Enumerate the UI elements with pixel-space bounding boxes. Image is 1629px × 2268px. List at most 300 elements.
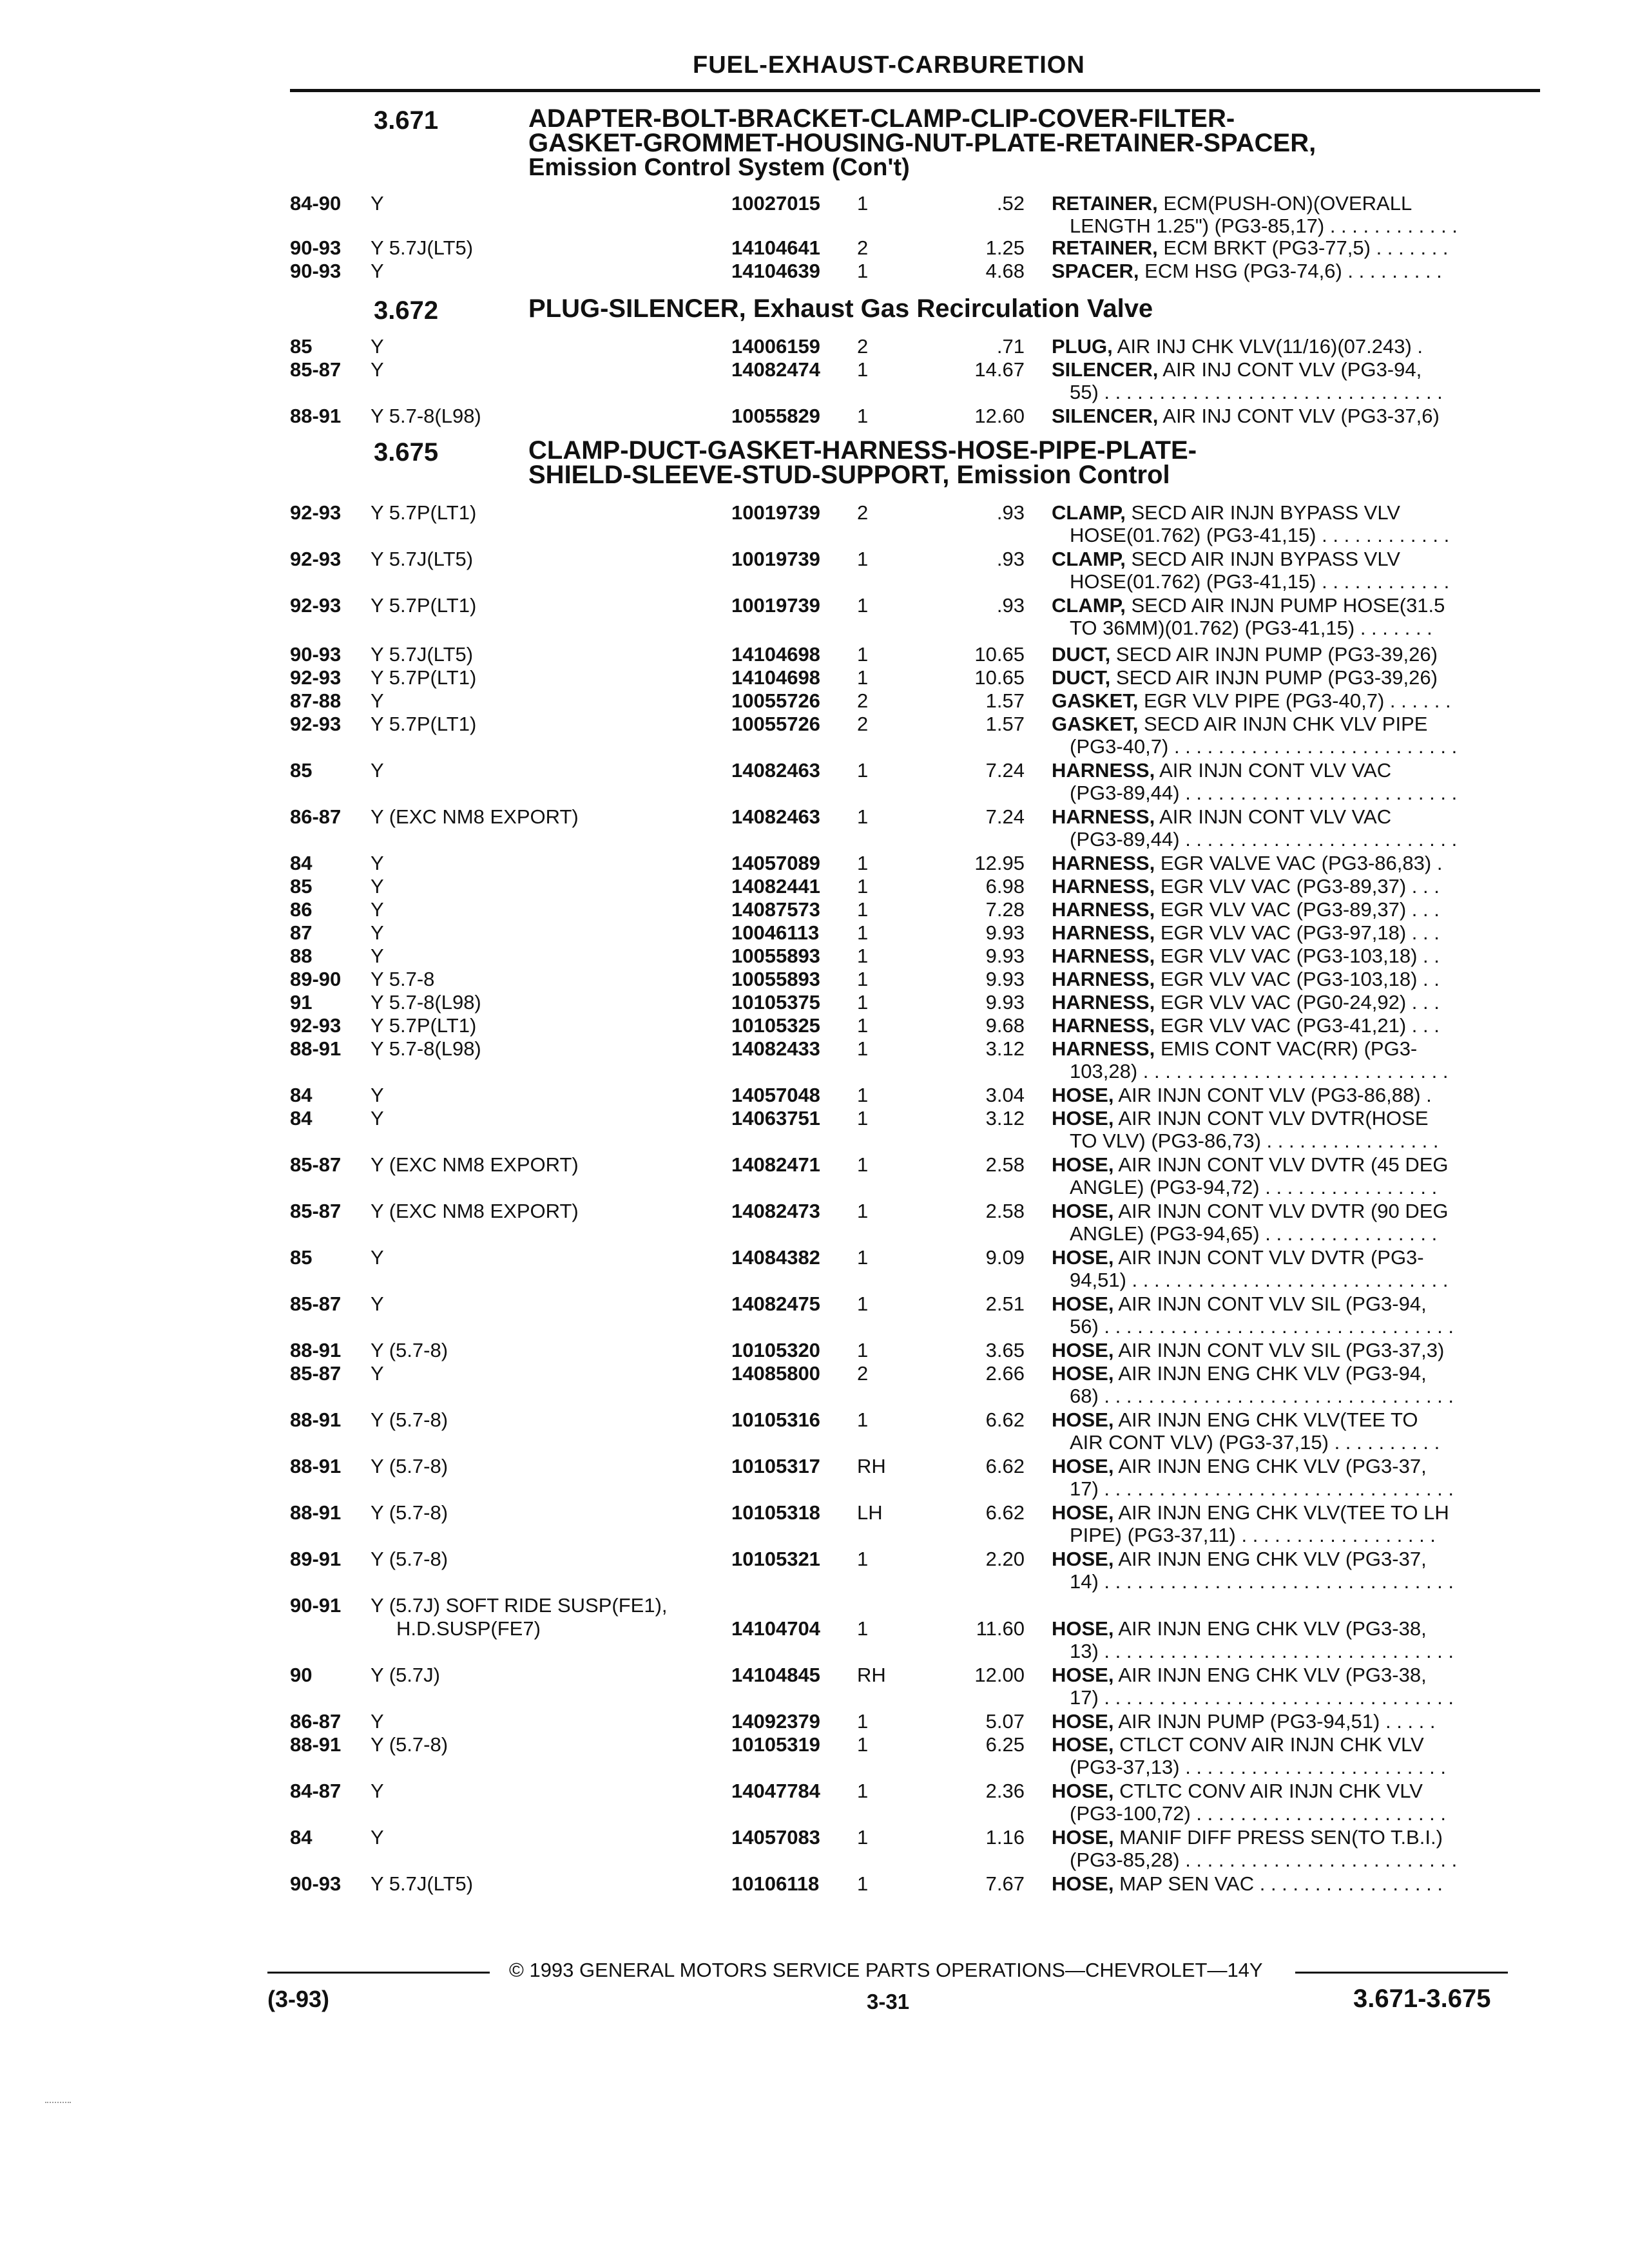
row-part-name: HARNESS, <box>1052 1037 1155 1060</box>
row-description <box>1052 689 1516 712</box>
row-application <box>371 405 718 427</box>
row-part-name: HARNESS, <box>1052 875 1155 898</box>
row-price: 9.93 <box>985 968 1025 990</box>
row-quantity: 2 <box>857 236 869 259</box>
row-price: 1.16 <box>985 1826 1025 1849</box>
row-part-name: HOSE, <box>1052 1153 1114 1176</box>
row-description <box>1052 1246 1516 1291</box>
row-years: 92-93 <box>290 594 342 617</box>
row-quantity: 1 <box>857 405 869 427</box>
row-part-number: 14104639 <box>731 260 820 282</box>
row-application <box>371 1408 718 1431</box>
row-price: 9.93 <box>985 991 1025 1014</box>
row-years: 84-90 <box>290 192 342 215</box>
row-quantity: 1 <box>857 643 869 666</box>
row-quantity: 1 <box>857 1084 869 1106</box>
row-part-number: 10105325 <box>731 1014 820 1037</box>
row-description-line: 103,28) . . . . . . . . . . . . . . . . . . . . . . . . . . . . <box>1070 1060 1449 1082</box>
row-description-line: 17) . . . . . . . . . . . . . . . . . . . . . . . . . . . . . . . . <box>1070 1477 1454 1500</box>
row-description <box>1052 1780 1516 1825</box>
row-price: 9.09 <box>985 1246 1025 1269</box>
row-quantity: 2 <box>857 713 869 735</box>
row-quantity: 1 <box>857 1548 869 1570</box>
row-price: .93 <box>996 548 1025 570</box>
row-part-number: 10055893 <box>731 968 820 990</box>
row-part-name: HOSE, <box>1052 1408 1114 1431</box>
row-description-line: SECD AIR INJN PUMP (PG3-39,26) <box>1115 666 1438 689</box>
row-application-text: Y 5.7P(LT1) <box>371 594 480 617</box>
row-part-name: SILENCER, <box>1052 405 1159 427</box>
row-description <box>1052 1501 1516 1546</box>
row-application-text: Y <box>371 1362 388 1385</box>
row-years: 90-93 <box>290 1872 342 1895</box>
row-price: 2.20 <box>985 1548 1025 1570</box>
row-part-number: 10055893 <box>731 945 820 967</box>
row-application-text: Y <box>371 1826 388 1849</box>
row-quantity: 1 <box>857 260 869 282</box>
row-part-name: HOSE, <box>1052 1617 1114 1640</box>
row-application-text: Y <box>371 898 388 921</box>
row-quantity: 1 <box>857 1733 869 1756</box>
row-description-line: EGR VLV VAC (PG0-24,92) . . . <box>1160 991 1440 1014</box>
row-price: 3.65 <box>985 1339 1025 1361</box>
row-part-number: 10055726 <box>731 689 820 712</box>
row-description-line: SECD AIR INJN CHK VLV PIPE <box>1143 713 1428 735</box>
row-application-text: Y 5.7P(LT1) <box>371 1014 480 1037</box>
row-application <box>371 689 718 712</box>
row-part-number: 10105317 <box>731 1455 820 1477</box>
row-application <box>371 991 718 1014</box>
row-description-line: AIR INJN ENG CHK VLV(TEE TO LH <box>1118 1501 1449 1524</box>
row-description-line: EGR VLV VAC (PG3-97,18) . . . <box>1160 921 1440 944</box>
row-application-text: Y 5.7P(LT1) <box>371 713 480 735</box>
row-years: 85 <box>290 1246 313 1269</box>
row-part-name: HOSE, <box>1052 1710 1114 1733</box>
row-application-text: Y <box>371 945 388 967</box>
row-application <box>371 594 718 617</box>
row-part-number: 10105319 <box>731 1733 820 1756</box>
row-part-number: 14057048 <box>731 1084 820 1106</box>
row-price: .93 <box>996 501 1025 524</box>
row-part-number: 14082441 <box>731 875 820 898</box>
row-part-name: DUCT, <box>1052 643 1111 666</box>
row-part-number: 14104845 <box>731 1664 820 1686</box>
row-years: 85 <box>290 335 313 358</box>
section-title-line: GASKET-GROMMET-HOUSING-NUT-PLATE-RETAINER-SPACER, <box>528 129 1316 157</box>
row-description-line: AIR INJN CONT VLV DVTR (45 DEG <box>1118 1153 1449 1176</box>
section-number: 3.672 <box>374 296 439 325</box>
row-price: .71 <box>996 335 1025 358</box>
row-years: 85-87 <box>290 1200 342 1222</box>
row-application-text: Y 5.7-8 <box>371 968 438 990</box>
row-application-continued <box>371 1617 718 1640</box>
row-description-line: (PG3-89,44) . . . . . . . . . . . . . . . . . . . . . . . . . <box>1070 782 1458 804</box>
row-part-name: HOSE, <box>1052 1826 1114 1849</box>
footer-page-number: 3-31 <box>867 1990 910 2013</box>
row-quantity: RH <box>857 1664 886 1686</box>
row-quantity: 1 <box>857 358 869 381</box>
section-title-line: PLUG-SILENCER, Exhaust Gas Recirculation Valve <box>528 294 1153 323</box>
row-part-name: RETAINER, <box>1052 236 1158 259</box>
row-description-line: AIR INJN PUMP (PG3-94,51) . . . . . <box>1118 1710 1436 1733</box>
row-description <box>1052 1548 1516 1593</box>
row-description <box>1052 759 1516 804</box>
row-application-text: Y <box>371 192 388 215</box>
row-description <box>1052 1664 1516 1709</box>
row-description-line: 17) . . . . . . . . . . . . . . . . . . . . . . . . . . . . . . . . <box>1070 1686 1454 1709</box>
row-description-line: TO 36MM)(01.762) (PG3-41,15) . . . . . . . <box>1070 617 1432 639</box>
row-quantity: 1 <box>857 898 869 921</box>
footer-date: (3-93) <box>267 1986 330 2012</box>
row-description <box>1052 594 1516 639</box>
row-price: 6.62 <box>985 1501 1025 1524</box>
row-quantity: 1 <box>857 1339 869 1361</box>
row-description <box>1052 643 1516 666</box>
row-part-number: 14082475 <box>731 1293 820 1315</box>
row-application <box>371 1084 718 1106</box>
section-number: 3.671 <box>374 106 439 135</box>
page-header: FUEL-EXHAUST-CARBURETION <box>693 52 1085 79</box>
row-part-name: HARNESS, <box>1052 921 1155 944</box>
row-part-name: HARNESS, <box>1052 898 1155 921</box>
row-quantity: 2 <box>857 1362 869 1385</box>
row-description <box>1052 898 1516 921</box>
row-application <box>371 1293 718 1315</box>
row-application-text: Y 5.7-8(L98) <box>371 991 485 1014</box>
row-description <box>1052 991 1516 1014</box>
row-description <box>1052 1037 1516 1082</box>
section-title-line: CLAMP-DUCT-GASKET-HARNESS-HOSE-PIPE-PLATE- <box>528 436 1197 465</box>
row-description-line: AIR INJN CONT VLV DVTR(HOSE <box>1118 1107 1429 1129</box>
row-part-number: 10105318 <box>731 1501 820 1524</box>
section-title-line: ADAPTER-BOLT-BRACKET-CLAMP-CLIP-COVER-FILTER- <box>528 104 1235 133</box>
row-description-line: AIR INJN CONT VLV SIL (PG3-37,3) <box>1118 1339 1445 1361</box>
row-application <box>371 1200 718 1222</box>
row-quantity: 1 <box>857 1872 869 1895</box>
row-quantity: 1 <box>857 594 869 617</box>
row-part-name: HOSE, <box>1052 1455 1114 1477</box>
row-part-number: 14082473 <box>731 1200 820 1222</box>
row-application <box>371 1339 718 1361</box>
row-application-text: Y (EXC NM8 EXPORT) <box>371 1200 583 1222</box>
row-price: 5.07 <box>985 1710 1025 1733</box>
row-quantity: 1 <box>857 548 869 570</box>
row-years: 85 <box>290 759 313 782</box>
row-application <box>371 335 718 358</box>
row-description <box>1052 501 1516 546</box>
row-years: 91 <box>290 991 313 1014</box>
row-quantity: 1 <box>857 1408 869 1431</box>
row-description <box>1052 548 1516 593</box>
row-application <box>371 1246 718 1269</box>
row-application-text: Y <box>371 260 388 282</box>
row-description-line: AIR INJN CONT VLV DVTR (90 DEG <box>1118 1200 1449 1222</box>
row-description-line: AIR INJN ENG CHK VLV (PG3-37, <box>1118 1548 1427 1570</box>
row-description-line: PIPE) (PG3-37,11) . . . . . . . . . . . . . . . . . . <box>1070 1524 1436 1546</box>
row-price: .52 <box>996 192 1025 215</box>
row-years: 85 <box>290 875 313 898</box>
row-price: 7.24 <box>985 759 1025 782</box>
row-price: 1.57 <box>985 713 1025 735</box>
row-application-text: Y (5.7J) <box>371 1664 444 1686</box>
row-part-number: 10105375 <box>731 991 820 1014</box>
row-description-line: SECD AIR INJN PUMP (PG3-39,26) <box>1115 643 1438 666</box>
row-description <box>1052 968 1516 990</box>
row-years: 88-91 <box>290 1339 342 1361</box>
row-price: 6.98 <box>985 875 1025 898</box>
row-application <box>371 713 718 735</box>
scan-mark <box>45 2102 71 2104</box>
row-part-number: 10106118 <box>731 1872 820 1895</box>
row-qty: 1 <box>857 1617 869 1640</box>
row-part-number: 10019739 <box>731 501 820 524</box>
row-description <box>1052 1872 1516 1895</box>
row-price: 6.62 <box>985 1408 1025 1431</box>
row-years: 92-93 <box>290 1014 342 1037</box>
row-description <box>1052 1733 1516 1778</box>
row-description-line: EGR VLV VAC (PG3-41,21) . . . <box>1160 1014 1440 1037</box>
row-part-name: GASKET, <box>1052 689 1139 712</box>
row-quantity: 1 <box>857 1014 869 1037</box>
row-description <box>1052 1293 1516 1338</box>
row-application <box>371 643 718 666</box>
row-years: 87 <box>290 921 313 944</box>
row-application <box>371 1733 718 1756</box>
row-price: 6.25 <box>985 1733 1025 1756</box>
row-part-name: HARNESS, <box>1052 968 1155 990</box>
row-application-text: H.D.SUSP(FE7) <box>396 1617 545 1640</box>
row-application <box>371 1872 718 1895</box>
row-description-line: 94,51) . . . . . . . . . . . . . . . . . . . . . . . . . . . . . <box>1070 1269 1449 1291</box>
row-description-line: AIR INJN ENG CHK VLV (PG3-38, <box>1118 1664 1427 1686</box>
row-description-line: AIR INJ CHK VLV(11/16)(07.243) . <box>1117 335 1423 358</box>
row-description-line: TO VLV) (PG3-86,73) . . . . . . . . . . . . . . . . <box>1070 1129 1439 1152</box>
row-quantity: RH <box>857 1455 886 1477</box>
row-application <box>371 260 718 282</box>
row-application-text: Y <box>371 921 388 944</box>
row-years: 85-87 <box>290 1362 342 1385</box>
row-years: 92-93 <box>290 713 342 735</box>
row-years: 88-91 <box>290 1455 342 1477</box>
row-price: 2.66 <box>985 1362 1025 1385</box>
row-description-line: EGR VLV PIPE (PG3-40,7) . . . . . . <box>1143 689 1451 712</box>
row-application <box>371 1037 718 1060</box>
row-application-text: Y (5.7-8) <box>371 1455 452 1477</box>
row-description-line: EGR VLV VAC (PG3-103,18) . . <box>1160 945 1440 967</box>
row-part-number: 14082474 <box>731 358 820 381</box>
row-quantity: 1 <box>857 1107 869 1129</box>
row-part-name: HOSE, <box>1052 1200 1114 1222</box>
row-application-text: Y <box>371 1780 388 1802</box>
footer-rule-right <box>1295 1972 1508 1974</box>
footer-section-range: 3.671-3.675 <box>1353 1984 1491 2013</box>
row-quantity: 1 <box>857 945 869 967</box>
row-price: 9.68 <box>985 1014 1025 1037</box>
row-years: 84 <box>290 1107 313 1129</box>
row-quantity: 1 <box>857 666 869 689</box>
row-part-number: 14087573 <box>731 898 820 921</box>
row-application <box>371 192 718 215</box>
row-description-line: AIR INJN ENG CHK VLV (PG3-38, <box>1118 1617 1427 1640</box>
row-application-text: Y <box>371 358 388 381</box>
row-application-text: Y (5.7-8) <box>371 1408 452 1431</box>
row-part-number: 10055829 <box>731 405 820 427</box>
row-part-name: HARNESS, <box>1052 805 1155 828</box>
row-years: 87-88 <box>290 689 342 712</box>
row-part-number: 10019739 <box>731 548 820 570</box>
row-description-line: (PG3-85,28) . . . . . . . . . . . . . . . . . . . . . . . . . <box>1070 1849 1458 1871</box>
row-description <box>1052 335 1516 358</box>
row-description <box>1052 405 1516 427</box>
row-price: 2.58 <box>985 1153 1025 1176</box>
row-application <box>371 236 718 259</box>
row-years: 84-87 <box>290 1780 342 1802</box>
header-rule <box>290 89 1540 92</box>
row-description <box>1052 945 1516 967</box>
row-price: 10.65 <box>974 643 1025 666</box>
row-application <box>371 921 718 944</box>
row-price: 12.60 <box>974 405 1025 427</box>
row-price: 12.95 <box>974 852 1025 874</box>
row-description-line: AIR INJ CONT VLV (PG3-94, <box>1162 358 1422 381</box>
row-description <box>1052 713 1516 758</box>
row-part-number: 14082463 <box>731 805 820 828</box>
row-application-text: Y <box>371 1246 388 1269</box>
row-description-line: (PG3-100,72) . . . . . . . . . . . . . . . . . . . . . . . <box>1070 1802 1447 1825</box>
row-quantity: 1 <box>857 1293 869 1315</box>
row-description-line: SECD AIR INJN BYPASS VLV <box>1131 548 1400 570</box>
footer-rule-left <box>267 1972 490 1974</box>
row-part-number: 10027015 <box>731 192 820 215</box>
row-part-number: 14057083 <box>731 1826 820 1849</box>
row-description-line: MAP SEN VAC . . . . . . . . . . . . . . . . . <box>1119 1872 1443 1895</box>
row-price: 12.00 <box>974 1664 1025 1686</box>
row-description-line: 68) . . . . . . . . . . . . . . . . . . . . . . . . . . . . . . . . <box>1070 1385 1454 1407</box>
row-part-name: HARNESS, <box>1052 1014 1155 1037</box>
row-application-text: Y (EXC NM8 EXPORT) <box>371 805 583 828</box>
row-part-number: 10105316 <box>731 1408 820 1431</box>
row-price: 4.68 <box>985 260 1025 282</box>
row-quantity: 2 <box>857 335 869 358</box>
row-description-line: EGR VLV VAC (PG3-103,18) . . <box>1160 968 1440 990</box>
row-description <box>1052 1826 1516 1871</box>
row-description-line: CTLTC CONV AIR INJN CHK VLV <box>1119 1780 1423 1802</box>
row-years: 88-91 <box>290 1037 342 1060</box>
row-description-line: ECM HSG (PG3-74,6) . . . . . . . . . <box>1144 260 1442 282</box>
row-part-name: DUCT, <box>1052 666 1111 689</box>
row-part-name: HOSE, <box>1052 1872 1114 1895</box>
row-quantity: 1 <box>857 759 869 782</box>
row-quantity: 2 <box>857 689 869 712</box>
row-part-number: 14047784 <box>731 1780 820 1802</box>
row-part-name: PLUG, <box>1052 335 1113 358</box>
row-description-line: 14) . . . . . . . . . . . . . . . . . . . . . . . . . . . . . . . . <box>1070 1570 1454 1593</box>
row-part-name: CLAMP, <box>1052 501 1126 524</box>
section-number: 3.675 <box>374 438 439 466</box>
row-price: .93 <box>996 594 1025 617</box>
row-years: 88-91 <box>290 1501 342 1524</box>
row-application <box>371 1014 718 1037</box>
row-part-name: SILENCER, <box>1052 358 1159 381</box>
row-price: 1.25 <box>985 236 1025 259</box>
row-description-line: EGR VALVE VAC (PG3-86,83) . <box>1160 852 1443 874</box>
row-price: 9.93 <box>985 945 1025 967</box>
row-quantity: 1 <box>857 1037 869 1060</box>
row-part-name: HOSE, <box>1052 1548 1114 1570</box>
row-price: 1.57 <box>985 689 1025 712</box>
row-quantity: 1 <box>857 875 869 898</box>
row-price: 6.62 <box>985 1455 1025 1477</box>
row-application-text: Y <box>371 1293 388 1315</box>
row-application-text: Y <box>371 1084 388 1106</box>
row-description <box>1052 805 1516 850</box>
row-description-line: (PG3-37,13) . . . . . . . . . . . . . . . . . . . . . . . . <box>1070 1756 1446 1778</box>
row-quantity: 1 <box>857 968 869 990</box>
row-application-text: Y (5.7-8) <box>371 1733 452 1756</box>
row-application <box>371 898 718 921</box>
row-part-number: 10105321 <box>731 1548 820 1570</box>
row-price: 2.51 <box>985 1293 1025 1315</box>
row-description-line: AIR INJN ENG CHK VLV (PG3-37, <box>1118 1455 1427 1477</box>
row-application <box>371 501 718 524</box>
row-quantity: 2 <box>857 501 869 524</box>
row-price: 7.28 <box>985 898 1025 921</box>
row-years: 92-93 <box>290 501 342 524</box>
row-part-number: 14104641 <box>731 236 820 259</box>
row-application <box>371 1362 718 1385</box>
row-price: 3.12 <box>985 1107 1025 1129</box>
row-part-number: 14084382 <box>731 1246 820 1269</box>
row-description <box>1052 1084 1516 1106</box>
row-years: 85-87 <box>290 1293 342 1315</box>
row-description-line: AIR INJN ENG CHK VLV (PG3-94, <box>1118 1362 1427 1385</box>
section-title-line: Emission Control System (Con't) <box>528 154 910 181</box>
row-description <box>1052 666 1516 689</box>
row-price: 9.93 <box>985 921 1025 944</box>
row-application-text: Y (EXC NM8 EXPORT) <box>371 1153 583 1176</box>
row-application <box>371 1710 718 1733</box>
row-years: 90-93 <box>290 260 342 282</box>
row-part-name: HARNESS, <box>1052 852 1155 874</box>
row-description-line: EMIS CONT VAC(RR) (PG3- <box>1160 1037 1418 1060</box>
row-price: 3.12 <box>985 1037 1025 1060</box>
row-part-name: HARNESS, <box>1052 991 1155 1014</box>
row-quantity: 1 <box>857 991 869 1014</box>
row-description-line: AIR INJN CONT VLV VAC <box>1159 759 1392 782</box>
section-title <box>528 106 1559 180</box>
row-part-number: 14092379 <box>731 1710 820 1733</box>
row-description-line: AIR CONT VLV) (PG3-37,15) . . . . . . . . . . <box>1070 1431 1440 1454</box>
row-application <box>371 1153 718 1176</box>
row-description-line: HOSE(01.762) (PG3-41,15) . . . . . . . . . . . . <box>1070 524 1450 546</box>
row-part-name: GASKET, <box>1052 713 1139 735</box>
row-application-text: Y (5.7-8) <box>371 1339 452 1361</box>
row-description <box>1052 1339 1516 1361</box>
row-quantity: 1 <box>857 852 869 874</box>
row-part-name: HARNESS, <box>1052 945 1155 967</box>
row-description-line: LENGTH 1.25") (PG3-85,17) . . . . . . . . . . . . <box>1070 215 1458 237</box>
row-part-name: HOSE, <box>1052 1664 1114 1686</box>
row-application <box>371 666 718 689</box>
row-application <box>371 875 718 898</box>
row-description <box>1052 921 1516 944</box>
row-description-line: AIR INJN CONT VLV DVTR (PG3- <box>1118 1246 1424 1269</box>
row-description-line: ECM BRKT (PG3-77,5) . . . . . . . <box>1163 236 1449 259</box>
row-price: 14.67 <box>974 358 1025 381</box>
row-part-name: HOSE, <box>1052 1780 1114 1802</box>
row-years: 92-93 <box>290 548 342 570</box>
row-part-number: 14082463 <box>731 759 820 782</box>
